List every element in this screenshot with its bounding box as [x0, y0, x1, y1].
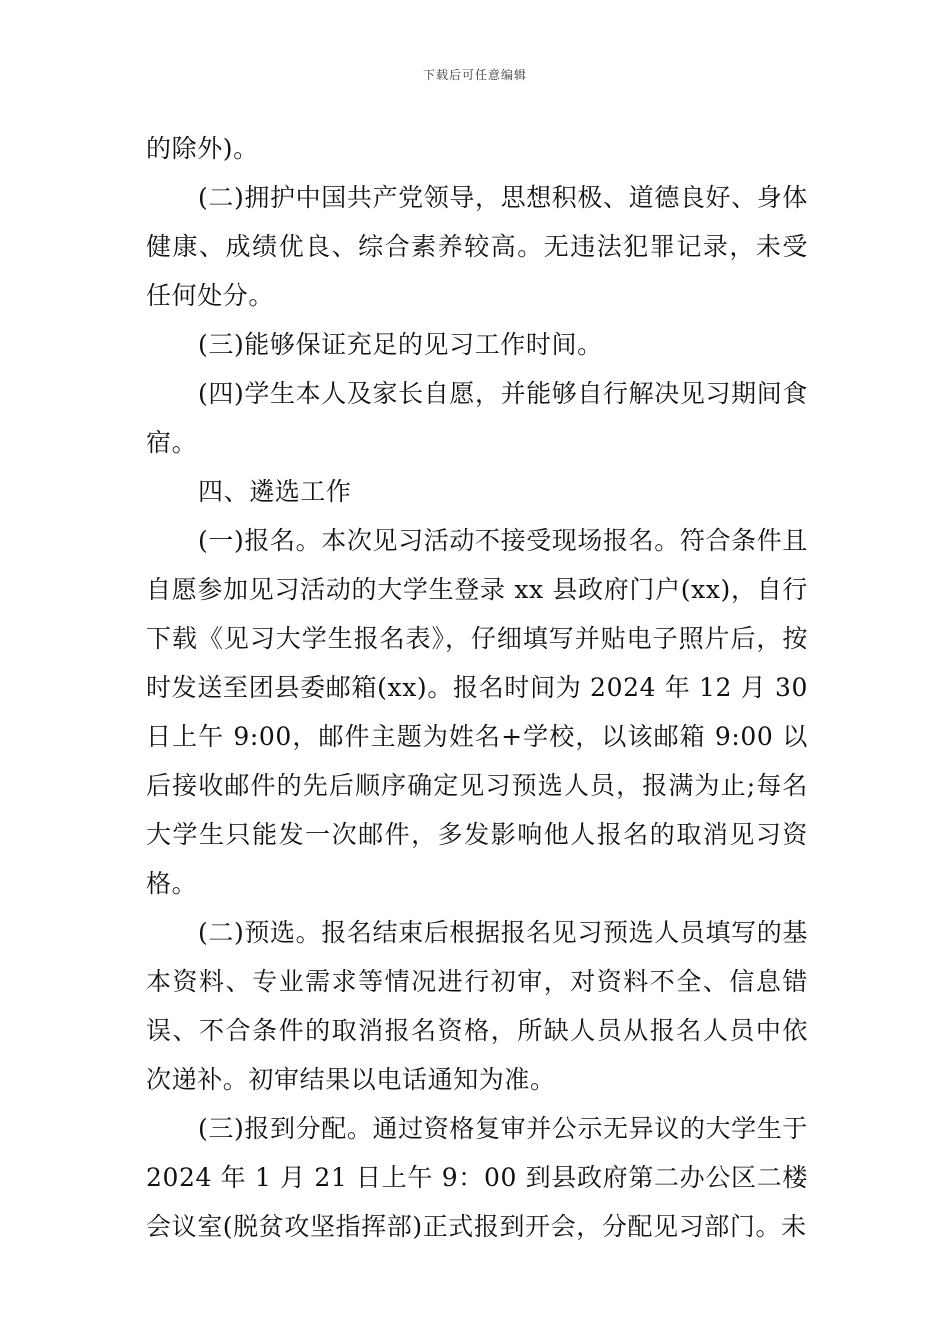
paragraph-preselection: (二)预选。报名结束后根据报名见习预选人员填写的基本资料、专业需求等情况进行初审，对资料不全、信息错误、不合条件的取消报名资格，所缺人员从报名人员中依次递补。初审结果以电话通知为准。 [146, 918, 808, 1094]
page-header-note: 下载后可任意编辑 [422, 68, 527, 82]
section-heading-selection: 四、遴选工作 [198, 477, 352, 506]
paragraph-item-2: (二)拥护中国共产党领导，思想积极、道德良好、身体健康、成绩优良、综合素养较高。无违法犯罪记录，未受任何处分。 [146, 183, 808, 310]
paragraph-registration: (一)报名。本次见习活动不接受现场报名。符合条件且自愿参加见习活动的大学生登录 xx 县政府门户(xx)，自行下载《见习大学生报名表》，仔细填写并贴电子照片后，按时发送至团县委邮箱(xx)。报名时间为 2024 年 12 月 30 日上午 9:00，邮件主题为姓名+学校，以该邮箱 9:00 以后接收邮件的先后顺序确定见习预选人员，报满为止;每名大学生只能发一次邮件，多发影响他人报名的取消见习资格。 [146, 526, 808, 898]
paragraph-reporting: (三)报到分配。通过资格复审并公示无异议的大学生于 2024 年 1 月 21 日上午 9：00 到县政府第二办公区二楼会议室(脱贫攻坚指挥部)正式报到开会，分配见习部门。未 [146, 1114, 808, 1241]
document-body [146, 124, 808, 1251]
paragraph-item-3: (三)能够保证充足的见习工作时间。 [198, 330, 603, 359]
paragraph-continuation: 的除外)。 [146, 134, 259, 163]
paragraph-item-4: (四)学生本人及家长自愿，并能够自行解决见习期间食宿。 [146, 379, 808, 457]
